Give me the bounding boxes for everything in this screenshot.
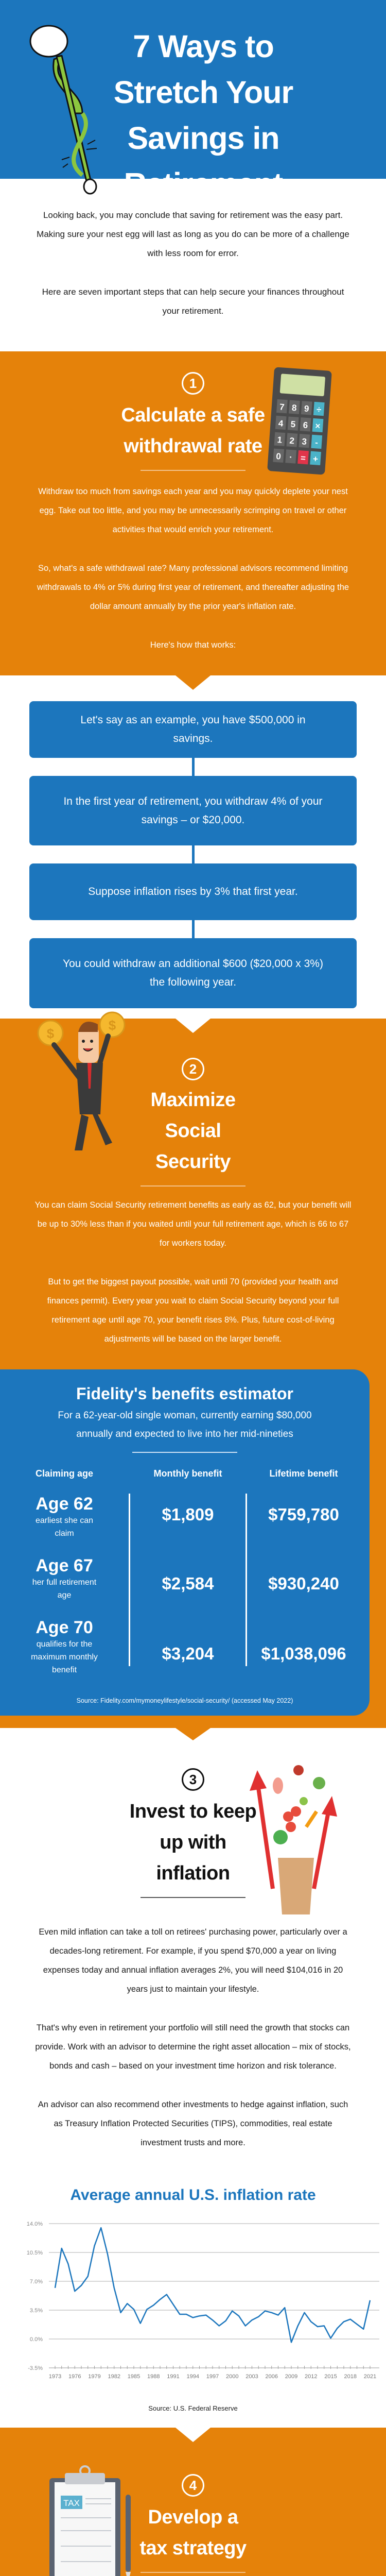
step-title: Invest to keep up with inflation	[129, 1801, 257, 1884]
intro-paragraph: Here are seven important steps that can help secure your finances throughout your retirement.	[42, 287, 344, 316]
svg-text:÷: ÷	[316, 404, 322, 415]
y-tick-label: 10.5%	[26, 2250, 43, 2256]
step-3-section	[0, 1728, 386, 2428]
claiming-age-column	[0, 1494, 129, 1692]
inflation-series-line	[55, 2228, 370, 2342]
flow-step-box: You could withdraw an additional $600 ($20,000 x 3%) the following year.	[29, 938, 357, 1008]
lifetime-benefit: $930,240	[268, 1574, 339, 1593]
svg-text:×: ×	[314, 421, 321, 431]
step-paragraph: That's why even in retirement your portfolio will still need the growth that stocks can provide. Work with an advisor to determine the right asset allocation – mix of stocks, bonds and cash – based on your investment time horizon and risk tolerance.	[35, 2023, 351, 2071]
tax-clipboard-icon	[49, 2464, 137, 2576]
table-row	[0, 1617, 129, 1692]
svg-text:0: 0	[275, 451, 282, 462]
svg-text:4: 4	[278, 418, 284, 429]
svg-text:5: 5	[290, 419, 296, 430]
estimator-title: Fidelity's benefits estimator	[76, 1384, 293, 1403]
inflation-chart	[0, 2218, 386, 2396]
step-4-wrapper	[0, 2428, 386, 2576]
x-tick-label: 1985	[127, 2374, 141, 2380]
x-tick-label: 1973	[48, 2374, 62, 2380]
y-tick-label: 0.0%	[29, 2336, 43, 2343]
x-tick-label: 1979	[88, 2374, 101, 2380]
claiming-age: Age 67	[36, 1556, 93, 1575]
claiming-age-desc: her full retirement age	[32, 1578, 97, 1600]
lifetime-benefit: $1,038,096	[261, 1644, 346, 1663]
flow-step-box: In the first year of retirement, you withdraw 4% of your savings – or $20,000.	[29, 776, 357, 845]
step-title: Calculate a safe withdrawal rate	[121, 404, 265, 457]
x-tick-label: 2015	[324, 2374, 337, 2380]
x-tick-label: 1988	[147, 2374, 160, 2380]
hero-header	[0, 0, 386, 201]
svg-text:+: +	[312, 454, 319, 464]
svg-text:3: 3	[301, 436, 307, 447]
source-note: Source: U.S. Federal Reserve	[148, 2404, 238, 2412]
businessman-with-coins-icon	[31, 1011, 129, 1156]
table-row	[0, 1555, 129, 1617]
claiming-age-desc: qualifies for the maximum monthly benefit	[31, 1640, 98, 1674]
inflation-line-chart	[0, 2218, 386, 2394]
step-1-section	[0, 351, 386, 675]
step-paragraph: So, what's a safe withdrawal rate? Many professional advisors recommend limiting withdrawals to 4% or 5% during first year of retirement, and thereafter adjusting the dollar amount annually by the prior year's inflation rate.	[37, 564, 349, 611]
svg-text:-: -	[314, 437, 319, 448]
x-tick-label: 2012	[305, 2374, 318, 2380]
column-header: Lifetime benefit	[269, 1468, 338, 1479]
step-paragraph: An advisor can also recommend other investments to hedge against inflation, such as Treasury Inflation Protected Securities (TIPS), commodities, real estate investment trusts and more.	[38, 2100, 348, 2147]
y-tick-label: 7.0%	[29, 2279, 43, 2285]
x-tick-label: 1994	[186, 2374, 199, 2380]
y-tick-label: 14.0%	[26, 2221, 43, 2227]
x-tick-label: 1997	[206, 2374, 219, 2380]
step-title: Maximize Social Security	[150, 1089, 236, 1173]
svg-text:2: 2	[289, 435, 295, 446]
section-pointer	[176, 2428, 210, 2442]
step-paragraph: But to get the biggest payout possible, wait until 70 (provided your health and finances permit). Every year you wait to claim Social Security beyond your full retirement age until age 70, your benefit rises 8%. Plus, future cost-of-living adjustments will be based on the larger benefit.	[47, 1277, 339, 1344]
column-header: Monthly benefit	[153, 1468, 222, 1479]
step-4-section	[0, 2428, 386, 2576]
svg-text:$: $	[46, 1026, 55, 1041]
step-paragraph: Even mild inflation can take a toll on retirees' purchasing power, particularly over a decades-long retirement. For example, if you spend $70,000 a year on living expenses today and annual inflation averages 2%, you will need $104,016 in 20 years just to maintain your lifestyle.	[39, 1927, 347, 1994]
step-paragraph: Here's how that works:	[150, 640, 236, 650]
step-paragraph: Withdraw too much from savings each year and you may quickly deplete your nest egg. Take out too little, and you may be unnecessarily scrimping on travel or other activities that would enrich your retirement.	[38, 487, 348, 534]
step-number-badge: 3	[182, 1768, 204, 1791]
lifetime-benefit-column	[247, 1494, 360, 1692]
svg-text:·: ·	[289, 452, 293, 463]
flow-connector	[192, 920, 195, 938]
flow-connector	[192, 845, 195, 863]
svg-text:6: 6	[303, 420, 308, 431]
svg-text:TAX: TAX	[63, 2498, 80, 2508]
x-tick-label: 2009	[285, 2374, 298, 2380]
claiming-age: Age 70	[36, 1618, 93, 1637]
svg-text:$: $	[108, 1018, 116, 1033]
calculator-icon	[265, 365, 334, 477]
svg-text:=: =	[300, 453, 306, 463]
x-tick-label: 2003	[245, 2374, 258, 2380]
x-tick-label: 1991	[167, 2374, 180, 2380]
svg-text:9: 9	[304, 403, 310, 414]
intro-paragraph: Looking back, you may conclude that saving for retirement was the easy part. Making sure your nest egg will last as long as you do can be more of a challenge with less room for error.	[37, 210, 349, 258]
table-row	[0, 1494, 129, 1555]
divider	[132, 1452, 237, 1453]
flow-step-box: Suppose inflation rises by 3% that first year.	[29, 863, 357, 920]
monthly-benefit: $2,584	[162, 1574, 214, 1593]
divider	[141, 1897, 245, 1898]
step-2-section	[0, 1019, 386, 1728]
x-tick-label: 2021	[363, 2374, 377, 2380]
claiming-age: Age 62	[36, 1494, 93, 1514]
step-number-badge: 1	[182, 372, 204, 395]
monthly-benefit: $3,204	[162, 1644, 214, 1663]
step-paragraph: You can claim Social Security retirement benefits as early as 62, but your benefit will be up to 30% less than if you waited until your full retirement age, which is 66 to 67 for workers today.	[34, 1200, 352, 1248]
x-tick-label: 1976	[68, 2374, 81, 2380]
divider	[141, 1185, 245, 1187]
flow-step-box: Let's say as an example, you have $500,000 in savings.	[29, 701, 357, 758]
y-tick-label: 3.5%	[29, 2308, 43, 2314]
section-pointer	[176, 1728, 210, 1740]
x-tick-label: 2006	[265, 2374, 278, 2380]
grocery-bag-inflation-icon	[242, 1760, 345, 1920]
column-header: Claiming age	[35, 1468, 94, 1479]
x-tick-label: 2018	[344, 2374, 357, 2380]
svg-text:8: 8	[291, 402, 297, 413]
claiming-age-desc: earliest she can claim	[35, 1516, 94, 1538]
monthly-benefit-column	[129, 1494, 247, 1666]
step-title: Develop a tax strategy	[139, 2506, 247, 2559]
estimator-subtitle: For a 62-year-old single woman, currently earning $80,000 annually and expected to live into her mid-nineties	[58, 1410, 312, 1439]
estimator-table	[0, 1468, 370, 1692]
page-title: 7 Ways to Stretch Your Savings in Retirement	[113, 29, 293, 201]
divider	[141, 470, 245, 471]
svg-text:1: 1	[276, 435, 283, 445]
x-tick-label: 2000	[226, 2374, 239, 2380]
x-tick-label: 1982	[108, 2374, 120, 2380]
withdrawal-example-flow	[0, 675, 386, 1019]
flow-connector	[192, 758, 195, 776]
benefits-estimator-panel	[0, 1369, 370, 1716]
monthly-benefit: $1,809	[162, 1505, 214, 1524]
y-tick-label: -3.5%	[28, 2365, 43, 2371]
chart-title: Average annual U.S. inflation rate	[70, 2187, 316, 2204]
lifetime-benefit: $759,780	[268, 1505, 339, 1524]
step-number-badge: 4	[182, 2474, 204, 2497]
source-note: Source: Fidelity.com/mymoneylifestyle/social-security/ (accessed May 2022)	[76, 1697, 293, 1704]
divider	[141, 2572, 245, 2573]
section-pointer	[176, 1019, 210, 1033]
svg-text:7: 7	[279, 402, 285, 412]
step-number-badge: 2	[182, 1058, 204, 1080]
